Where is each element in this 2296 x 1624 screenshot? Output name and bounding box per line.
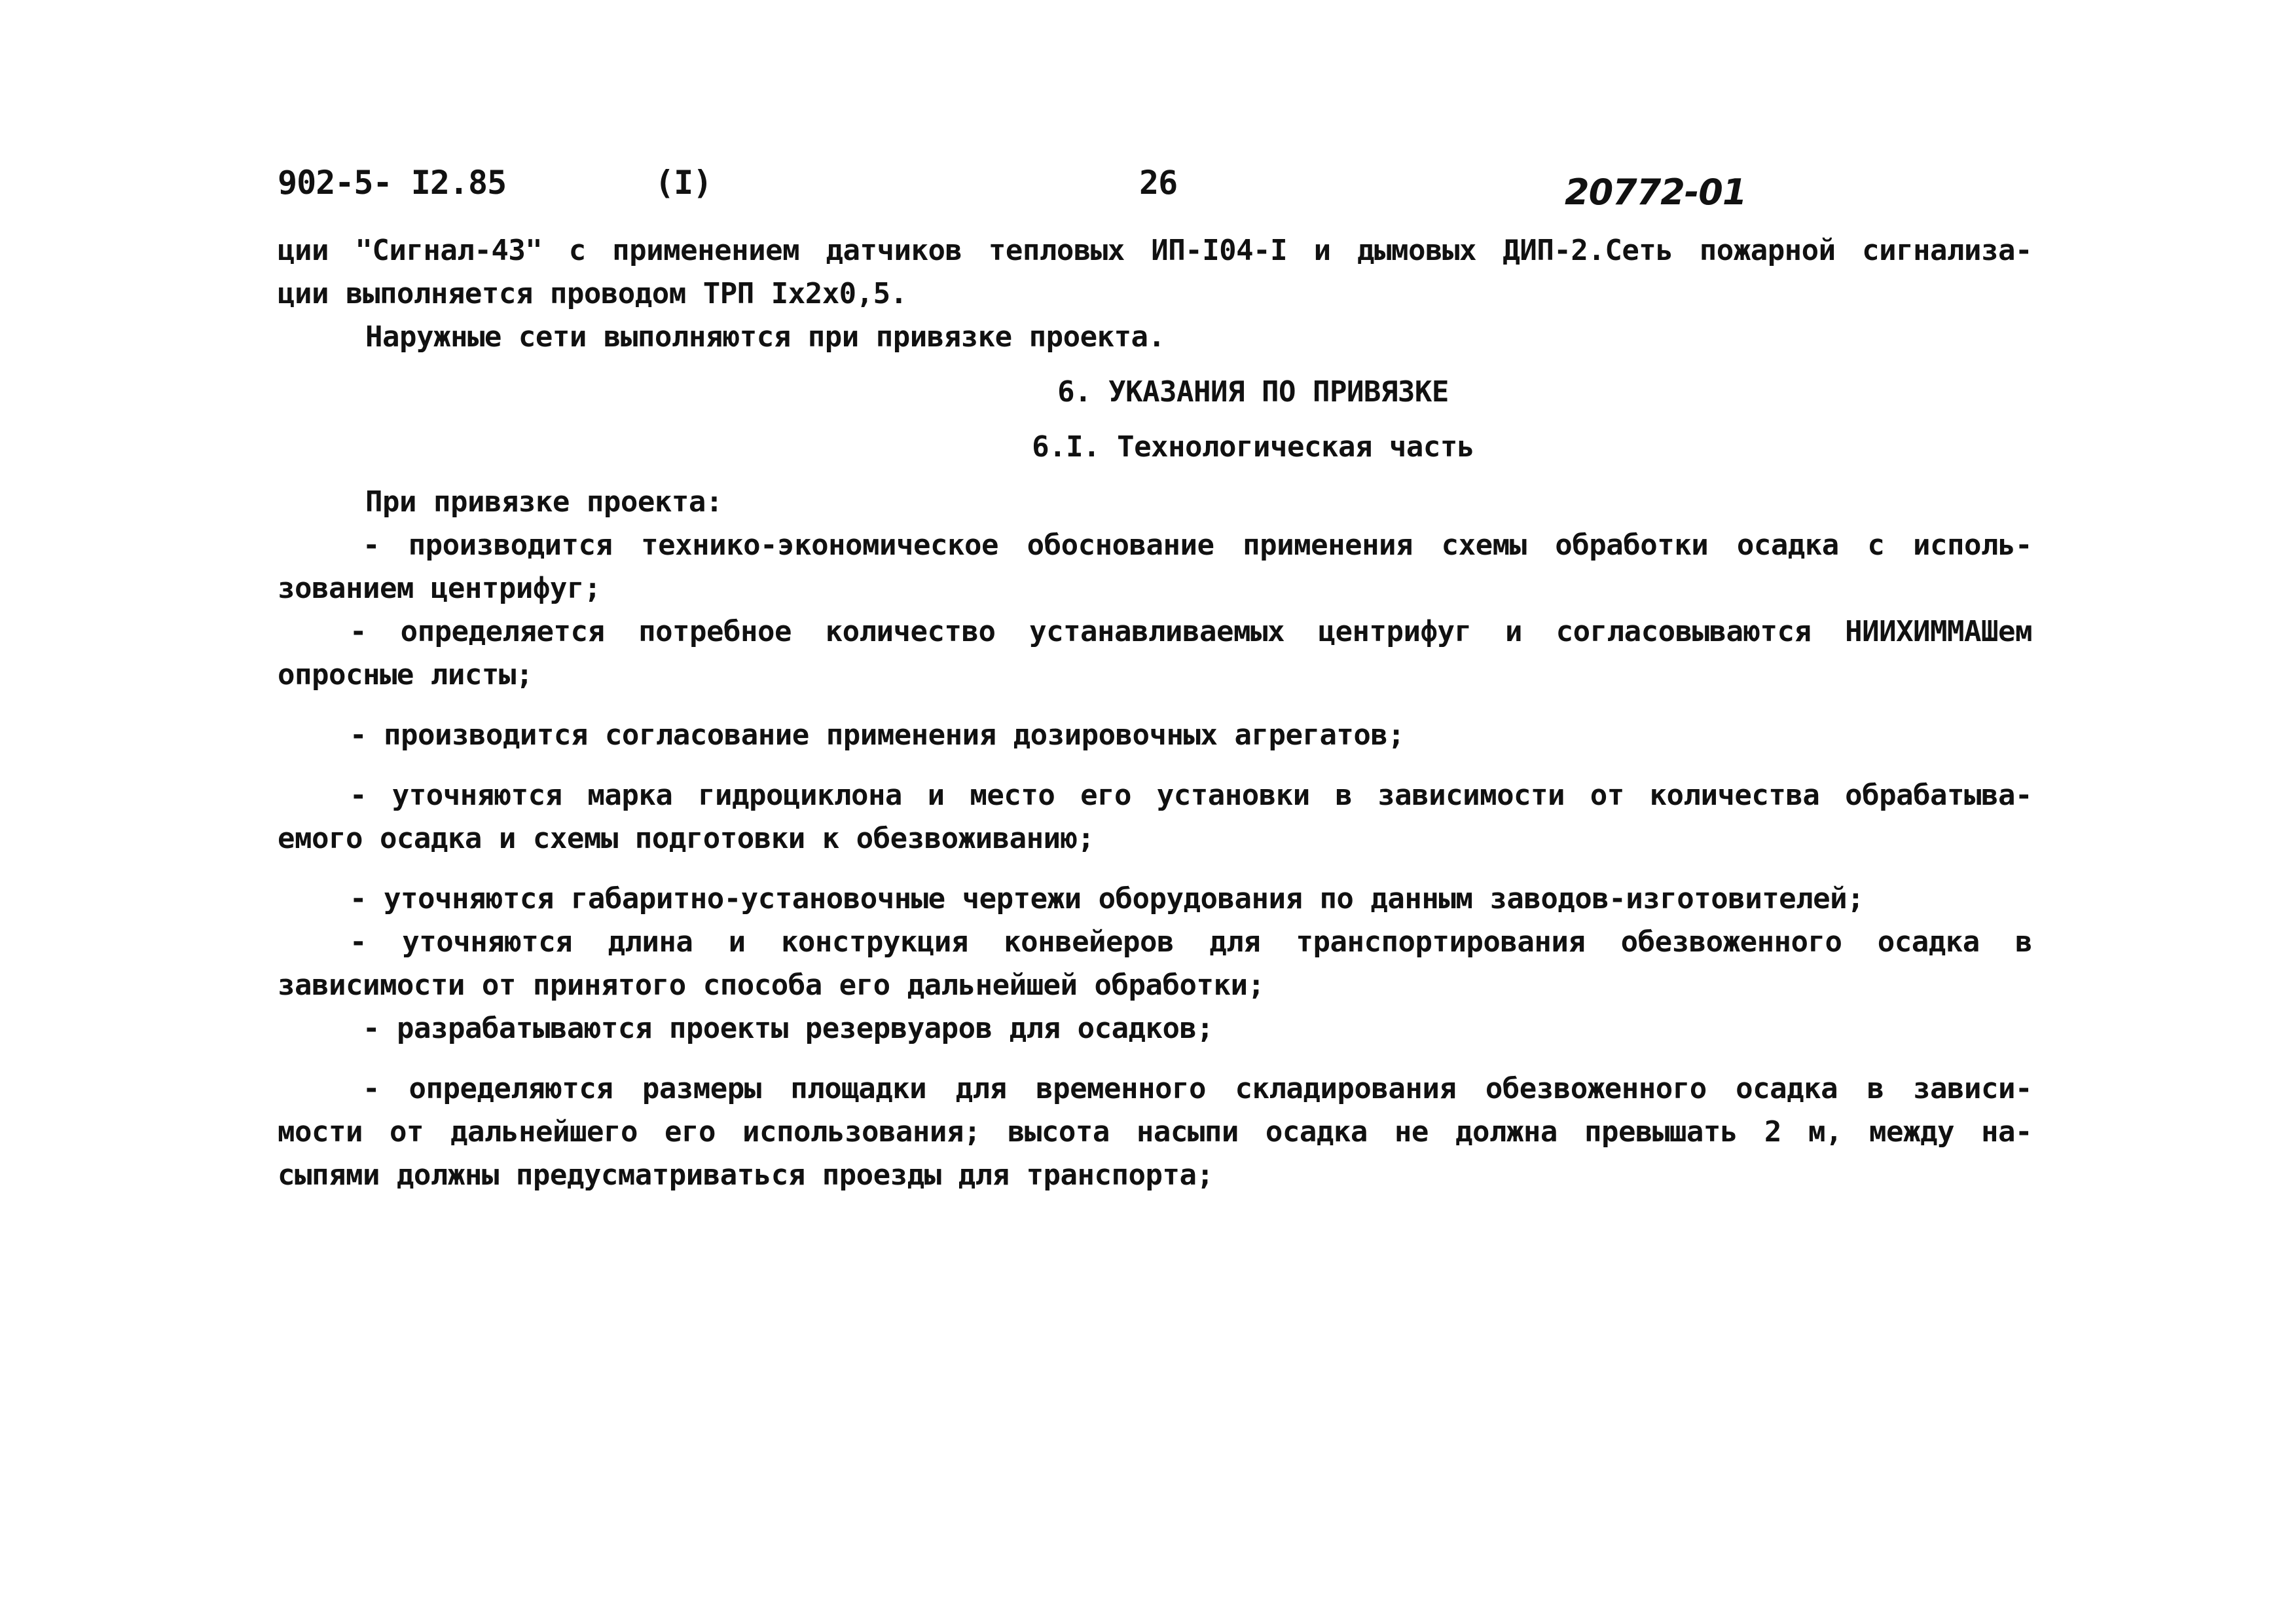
list-item: - производится согласование применения дозировочных агрегатов; [350,718,1405,752]
list-item-continuation: емого осадка и схемы подготовки к обезвоживанию; [278,822,1095,855]
document-body [278,229,2032,1197]
list-item: - определяются размеры площадки для временного складирования обезвоженного осадка в зависи- [363,1072,2032,1105]
text-line: ции "Сигнал-43" с применением датчиков тепловых ИП-I04-I и дымовых ДИП-2.Сеть пожарной сигнализа- [278,234,2032,267]
list-item: - уточняются марка гидроциклона и место его установки в зависимости от количества обрабатыва- [350,779,2032,812]
list-item: - определяется потребное количество устанавливаемых центрифуг и согласовываются НИИХИММАШем [350,615,2032,648]
document-code: 902-5- I2.85 [278,164,507,202]
list-item-continuation: зависимости от принятого способа его дальнейшей обработки; [278,969,1265,1002]
section-title: 6. УКАЗАНИЯ ПО ПРИВЯЗКЕ [1057,375,1449,409]
text-line: Наружные сети выполняются при привязке проекта. [365,320,1165,354]
list-item: - уточняются длина и конструкция конвейеров для транспортирования обезвоженного осадка в [350,925,2032,959]
list-item: - разрабатываются проекты резервуаров для осадков; [363,1012,1214,1045]
list-item-continuation: опросные листы; [278,658,533,692]
list-item: - производится технико-экономическое обоснование применения схемы обработки осадка с исполь- [363,528,2032,562]
handwritten-number: 20772-01 [1565,172,1747,213]
list-item: - уточняются габаритно-установочные чертежи оборудования по данным заводов-изготовителей; [350,882,1865,915]
subsection-title: 6.I. Технологическая часть [1032,430,1474,464]
list-item-continuation: мости от дальнейшего его использования; высота насыпи осадка не должна превышать 2 м, между на- [278,1115,2032,1149]
text-line: ции выполняется проводом ТРП Iх2х0,5. [278,277,907,310]
page-number: 26 [1139,164,1178,202]
sheet-number: (I) [655,164,712,202]
text-line: При привязке проекта: [365,485,723,519]
list-item-continuation: зованием центрифуг; [278,572,601,605]
list-item-continuation: сыпями должны предусматриваться проезды для транспорта; [278,1158,1214,1192]
